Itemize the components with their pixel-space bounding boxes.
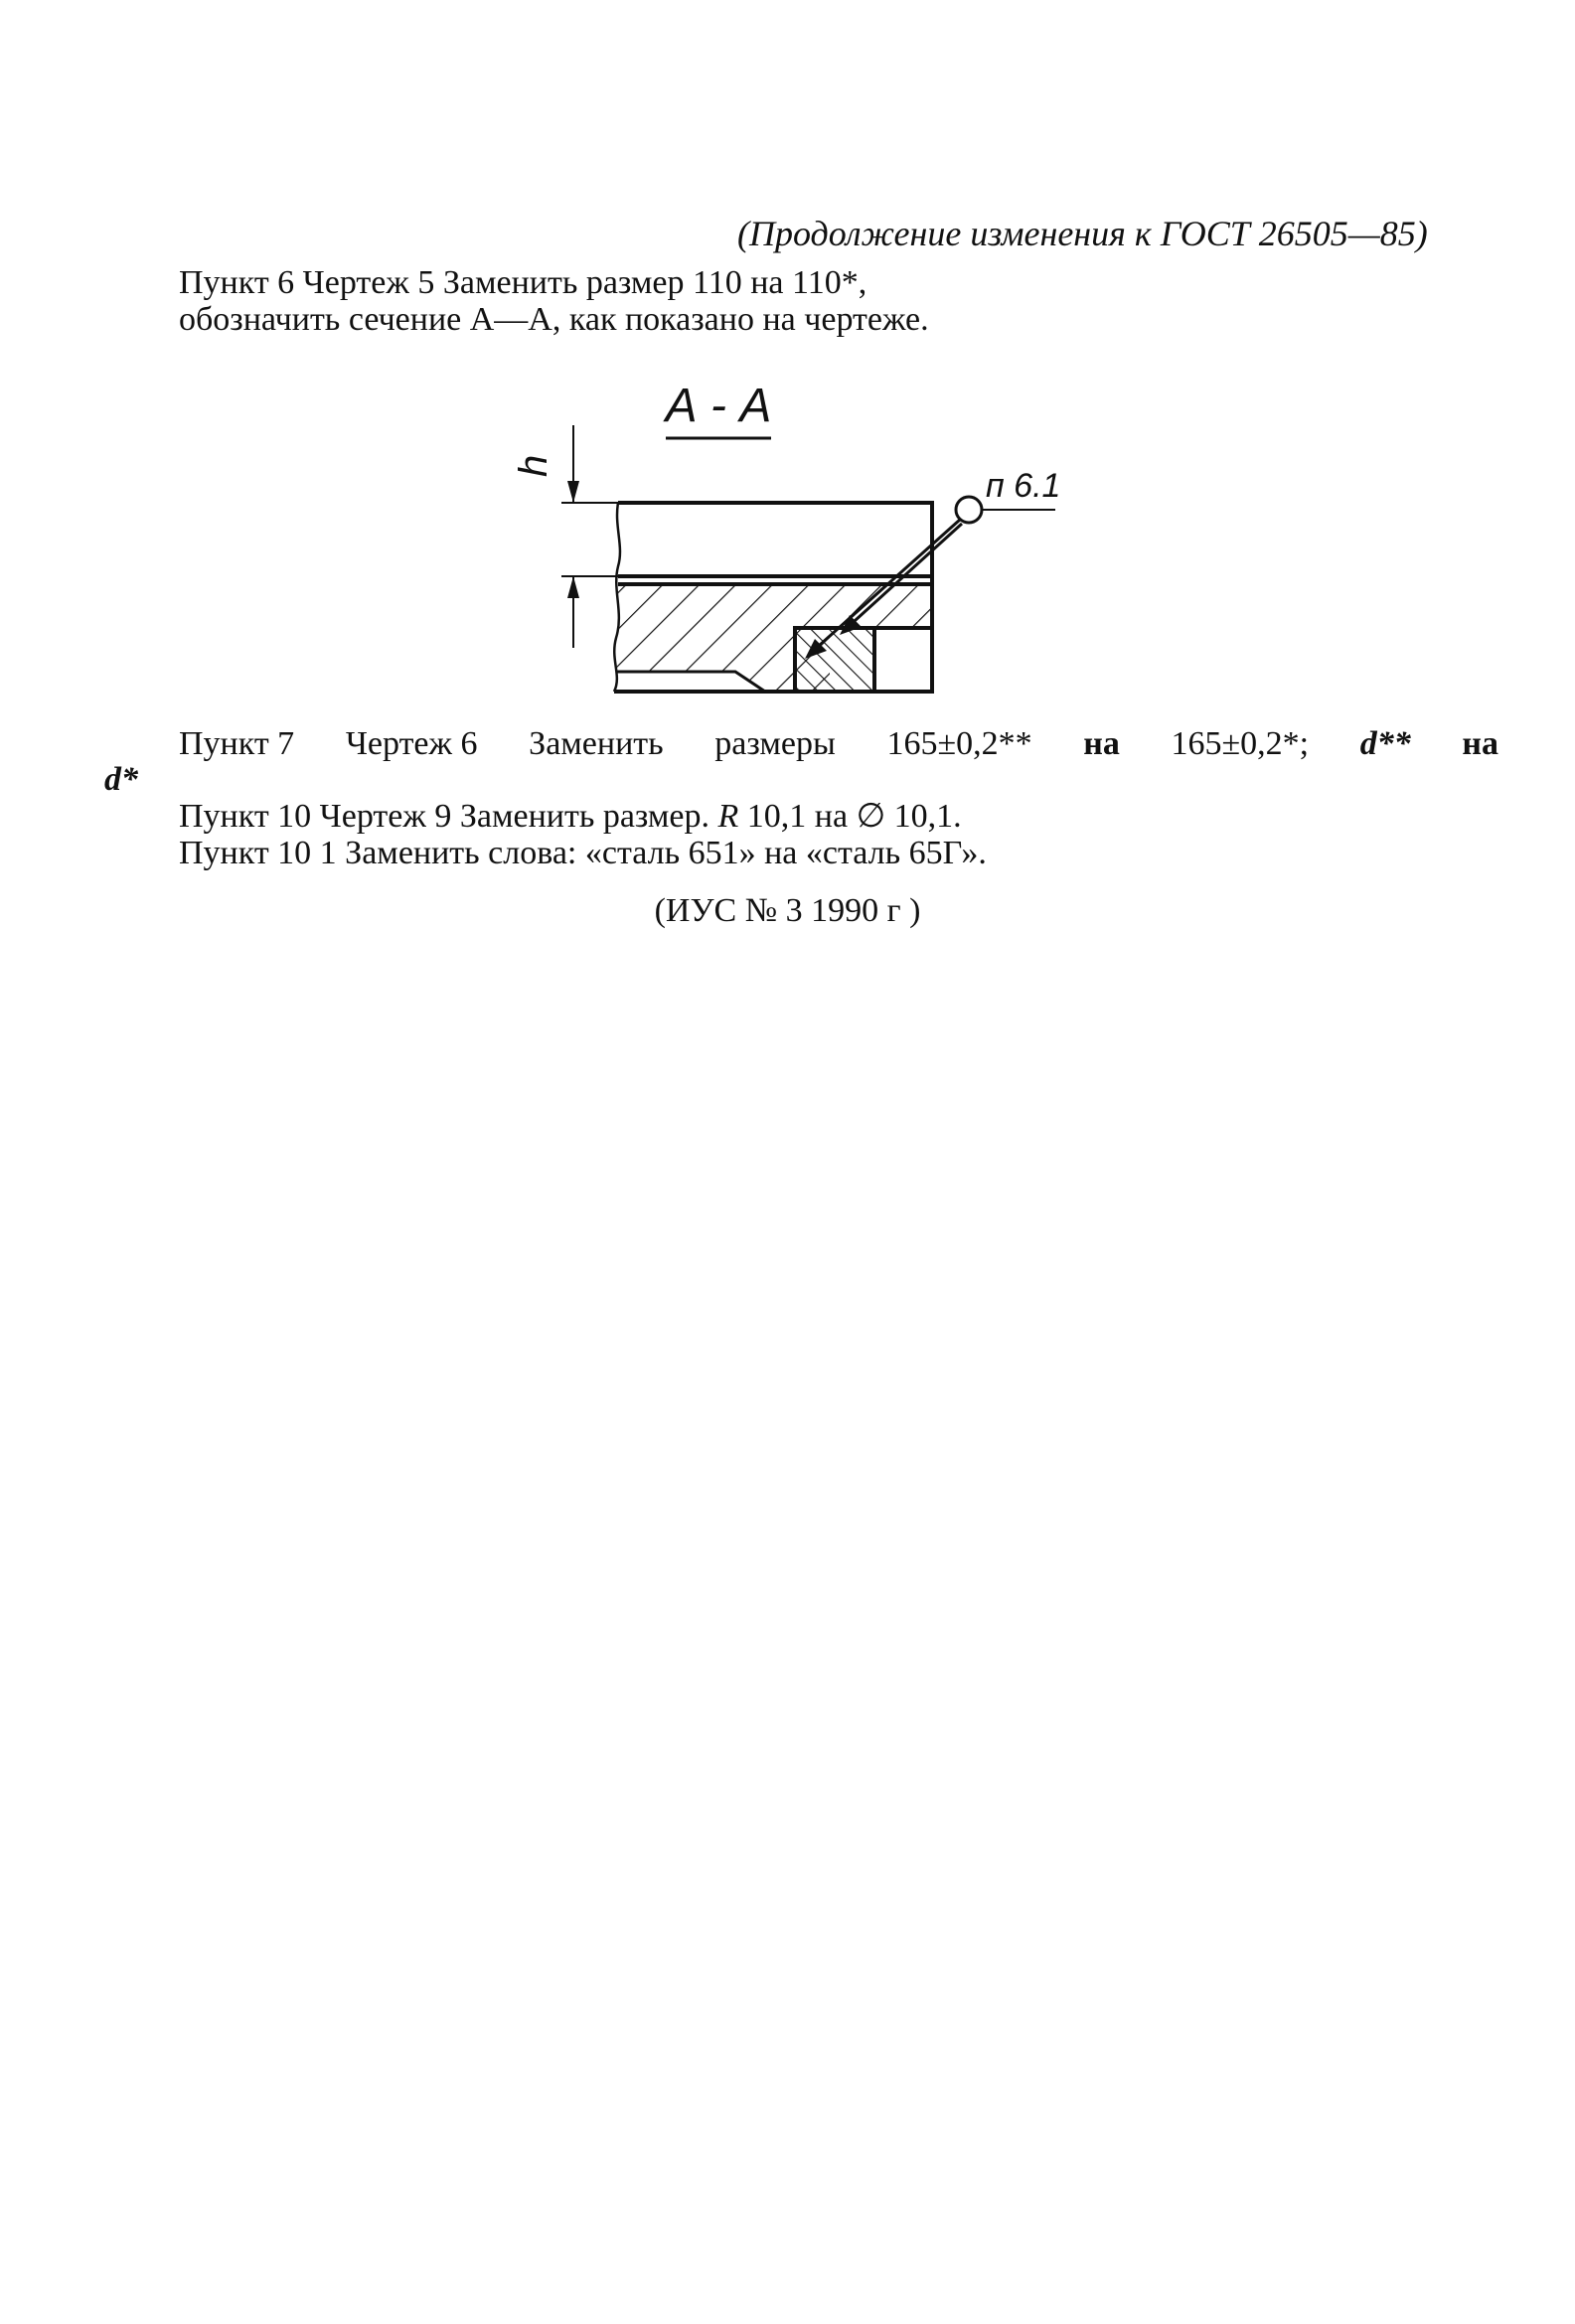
item-7-word: Чертеж 6	[345, 725, 478, 762]
page-header: (Продолжение изменения к ГОСТ 26505—85)	[737, 214, 1428, 253]
item-6-line-2: обозначить сечение А—А, как показано на чертеже.	[179, 301, 929, 338]
item-6-line-1: Пункт 6 Чертеж 5 Заменить размер 110 на 110*,	[179, 264, 867, 301]
item-7-continuation: d*	[104, 761, 138, 798]
item-10-line	[179, 800, 962, 834]
item-7-word: d**	[1359, 725, 1411, 762]
item-10-text-post: 10,1 на ∅ 10,1.	[738, 798, 962, 835]
section-drawing	[467, 378, 1083, 705]
dim-h-label: h	[512, 454, 555, 477]
item-10-1-line: Пункт 10 1 Заменить слова: «сталь 651» на «сталь 65Г».	[179, 835, 987, 871]
item-10-r-symbol: R	[717, 798, 739, 835]
insert-hatched	[795, 628, 874, 692]
item-7-line	[179, 727, 1498, 761]
item-7-word: размеры	[714, 725, 836, 762]
item-7-word: на	[1083, 725, 1120, 762]
dim-arrow-up	[567, 576, 579, 598]
dim-arrow-down	[567, 481, 579, 503]
item-7-word: 165±0,2*;	[1171, 725, 1310, 762]
item-7-word: 165±0,2**	[886, 725, 1032, 762]
item-10-text-pre: Пункт 10 Чертеж 9 Заменить размер.	[179, 798, 718, 835]
item-7-word: на	[1462, 725, 1498, 762]
hatched-body	[616, 584, 932, 692]
item-7-word: Пункт 7	[179, 725, 295, 762]
callout-label: п 6.1	[986, 467, 1061, 505]
item-7-word: Заменить	[529, 725, 664, 762]
section-label: А - А	[665, 380, 772, 432]
callout-circle	[956, 497, 982, 523]
publication-reference: (ИУС № 3 1990 г )	[654, 892, 921, 929]
